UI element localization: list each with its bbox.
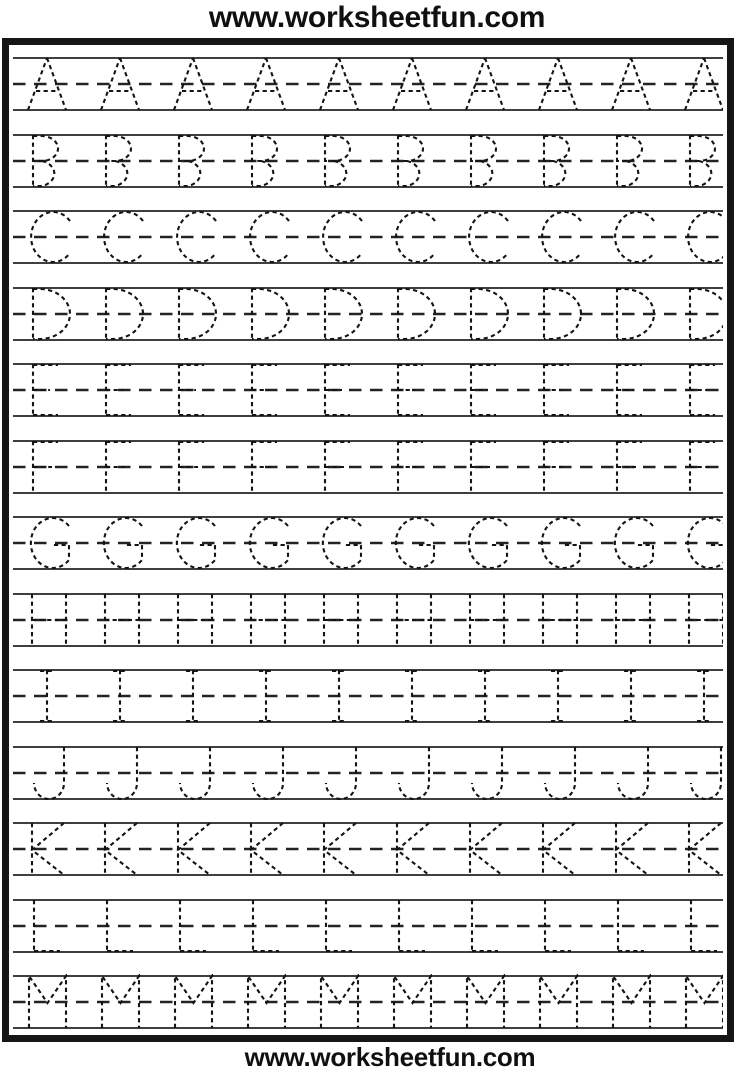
trace-row-a xyxy=(13,56,723,112)
trace-row-canvas-k xyxy=(13,821,723,877)
trace-row-i xyxy=(13,668,723,724)
traceable-letter-h xyxy=(105,594,139,646)
footer-url: www.worksheetfun.com xyxy=(244,1042,536,1072)
trace-row-canvas-g xyxy=(13,515,723,571)
trace-row-canvas-b xyxy=(13,133,723,189)
trace-row-canvas-m xyxy=(13,974,723,1030)
trace-row-f xyxy=(13,439,723,495)
traceable-letter-b xyxy=(471,135,496,187)
trace-row-canvas-l xyxy=(13,898,723,954)
trace-row-h xyxy=(13,592,723,648)
trace-rows-container xyxy=(13,56,723,1030)
trace-row-k xyxy=(13,821,723,877)
trace-row-e xyxy=(13,362,723,418)
trace-row-canvas-j xyxy=(13,745,723,801)
trace-row-l xyxy=(13,898,723,954)
trace-row-canvas-h xyxy=(13,592,723,648)
header-url: www.worksheetfun.com xyxy=(208,1,546,34)
trace-row-canvas-d xyxy=(13,286,723,342)
trace-row-c xyxy=(13,209,723,265)
trace-row-canvas-e xyxy=(13,362,723,418)
trace-row-canvas-f xyxy=(13,439,723,495)
trace-row-canvas-i xyxy=(13,668,723,724)
trace-row-d xyxy=(13,286,723,342)
trace-row-b xyxy=(13,133,723,189)
trace-row-canvas-c xyxy=(13,209,723,265)
trace-row-canvas-a xyxy=(13,56,723,112)
trace-row-g xyxy=(13,515,723,571)
trace-row-j xyxy=(13,745,723,801)
traceable-letter-b xyxy=(617,135,642,187)
worksheet-frame xyxy=(2,38,734,1042)
trace-row-m xyxy=(13,974,723,1030)
